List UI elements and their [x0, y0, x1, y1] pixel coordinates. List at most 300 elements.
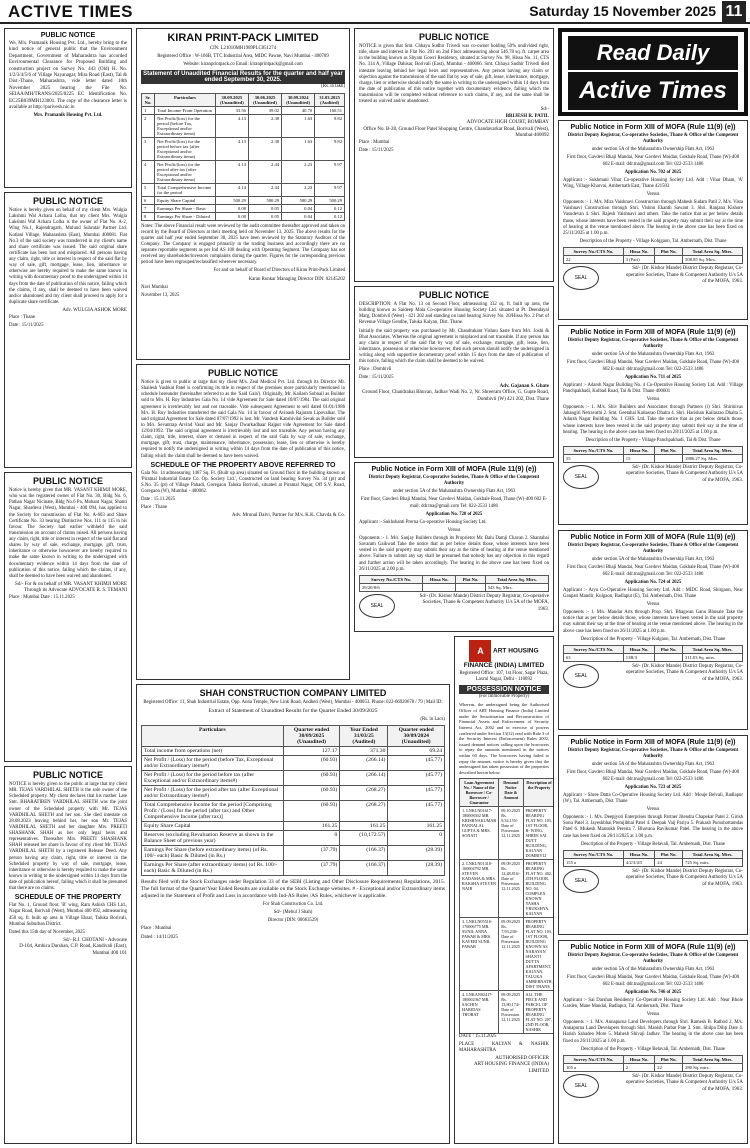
table-cell: 9.82	[315, 114, 345, 137]
company-website: Website: kiranprintpack.co Email: kiranprintpack@gmail.com	[183, 62, 303, 68]
property-description: DESCRIPTION: A Flat No. 13 on Second Floor, admeasuring 332 sq. ft. built up area, the building known as Saideep Mala Co-operative Housing Society Ltd. situated at Pt. Deendayal Marg, Dombivli (West) - 421 202 and standing on land bearing Survey No. 20/Hissa No. 2 Part of Revenue Village Gendhe, Taluka Kalyan, Dist. Thane.	[359, 302, 549, 326]
property-table	[563, 850, 743, 867]
table-cell: 4.13	[215, 114, 248, 137]
table-cell: Total Income From Operation	[155, 106, 216, 114]
application-number: Application No. 702 of 2025	[624, 169, 682, 175]
table-cell: (37.79)	[283, 861, 340, 876]
notice-signatory: Adv. Gajanan S. Ghate	[499, 383, 549, 389]
notice-place: Place : Dombivli	[359, 367, 392, 373]
office-address: First floor, Gavdevi Bhaji Mandai, Near Gavdevi Maidan, Gokhale Road, Thane (W)-400 602 E-mail: ddr.tna@gmail.com Tel: 022-2533 1486	[566, 155, 740, 167]
opponents: Opponents :- 1. M/s. Shiv Builders and Associates through Partners (i) Shri. Shirinivas Jahangiri Netravathi 2. Smt. Geetabai Kailasrao Dhalta 4. Shri. Harishan Kailasrao Dhalta 5. Adarsh Nagar Building No. 1 CHS. Ltd. Take the notice that as per below details those, whose interests have been vested in the said property may submit their say at the time of hearing. The hearing in the above case has been fixed on 28/11/2025 at 1.00 p.m.	[563, 405, 743, 435]
table-header: Year Ended 31/03/25 (Audited)	[340, 726, 388, 747]
table-header: Particulars	[142, 726, 284, 747]
application-number: Application No. 746 of 2025	[624, 989, 682, 995]
table-cell: Net Profit/(loss) for the period after tax (after Exceptional and/or Extraordinary items)	[155, 160, 216, 183]
table-row	[564, 653, 743, 661]
property-description: Description of the Property - Village Panchpakhadi, Tal & Dist. Thane	[585, 437, 721, 443]
read-daily-banner	[558, 28, 748, 116]
act-reference: under section 5A of the Maharashtra Ownership Flats Act, 1963	[591, 557, 715, 563]
board-statement: For and on behalf of Board of Directors of Kiran Print-Pack Limited	[213, 268, 345, 274]
table-header: Description of the Property	[523, 778, 554, 806]
table-cell: 2.44	[248, 183, 281, 196]
notice-date: Date : 15/11/2025	[9, 322, 44, 328]
table-cell: 2.23	[282, 160, 315, 183]
table-cell: 09.09.2025 Rs. 7,93,230/- Date of Possession 12.11.2025	[499, 917, 523, 990]
table-cell: 508.85 Sq. Mtrs.	[683, 256, 743, 264]
notice-signatory: Sd/- For & on behalf of MR. VASANT KHIMJI MORE	[15, 581, 127, 587]
notice-footer	[563, 869, 743, 893]
notice-title: Public Notice in Form XIII of MOFA (Rule 11(9) (e))	[371, 466, 537, 473]
table-row	[142, 183, 345, 196]
table-cell: Earnings Per Share - Diluted	[155, 212, 216, 220]
banner-line-2: Active Times	[568, 72, 738, 110]
company-header: A ART HOUSING FINANCE (INDIA) LIMITED	[459, 640, 549, 669]
results-notes: Notes: The above Financial result were reviewed by the audit committee thereafter approved and taken on record by the Board of Directors at their meeting held on November 13, 2025. The above results for the quarter and half year ended September 30, 2025 have been reviewed by the Statutory Auditors of the Company. The Company is engaged primarily in the trading business and accordingly there are no separate reportable segments as per Ind AS 108 dealing with Operating Segment. The Company has not received any shareholder/investors complaints during the quarter. Figures for the corresponding previous period have been regrouped/reclassified wherever necessary.	[141, 223, 345, 266]
table-row	[142, 137, 345, 160]
opponents: Opponents :- 1. M/s. Annapurna Land Developers through Shri. Ramesh B. Rathod 2. M/s. Annapurna Land Developers through Shri. Manish Parbat Pate 3. Smt. Shilpa Dilip Date 4. Harish Sahadeo More 5. Mahesh Shivaji Jadhav. The hearing in the above case has been fixed on 26/11/2025 at 1.00 p.m.	[563, 1020, 743, 1044]
table-cell: 4.14	[215, 183, 248, 196]
mofa-notice	[558, 940, 748, 1144]
table-header: Sr. No.	[142, 93, 155, 106]
table-cell: (28.39)	[388, 861, 445, 876]
table-row	[142, 204, 345, 212]
table-cell: 500.29	[215, 196, 248, 204]
notice-address: Ground Floor, Chandrabai Bhuvan, Jadhav Wadi No. 2, Nr. Shreeram Office, G. Gupte Road, Dombivli (W) 421 202, Dist. Thane	[362, 390, 549, 402]
notice-title: PUBLIC NOTICE	[418, 32, 489, 42]
table-cell: 500.29	[248, 196, 281, 204]
table-header: Demand Notice Date & Amount	[499, 778, 523, 806]
table-cell: Net Profit / (Loss) for the period after tax (after Exceptional and/or Extraordinary items#)	[142, 786, 284, 801]
mofa-notice	[558, 530, 748, 730]
table-cell: (268.27)	[340, 801, 388, 822]
table-cell: 24	[655, 858, 683, 866]
notice-share-certificate	[4, 192, 132, 468]
table-cell: 0.12	[315, 204, 345, 212]
office-name: District Deputy Registrar, Co-operative Societies, Thane & Office of the Competent Authority	[567, 338, 739, 350]
table-cell: 09.10.2025 Rs. 9,32,155/- Date of Possession 12.11.2025	[499, 806, 523, 859]
opponents: Opponents :- 1. M/s. Deepjyoti Enterprises through Partner Jitendra Chapekar Patel 2. Girish Sonu Patel 3. Jayeshbhai Premjibhai Patel 4. Deepak Vaij Pariya 5. Prakash Purushottamdas Patel 6. Mukesh Mansukh Pereira 7. Bhavana Ravikumar Patel. The hearing in the above case has been fixed on 26/11/2025 at 1.00 p.m.	[563, 815, 743, 839]
table-header: Survey No./CTS No.	[564, 645, 624, 653]
notice-date: Place : Mumbai Date : 15.11.2025	[9, 594, 75, 600]
notice-signatory: Mrs. Pramanik Housing Pvt. Ltd.	[33, 113, 103, 119]
table-cell: (45.77)	[388, 801, 445, 822]
table-header: 30.09.2025 (Unaudited)	[215, 93, 248, 106]
date: DATE : 15.11.2025	[459, 1033, 497, 1039]
table-cell: 63	[564, 653, 624, 661]
table-row	[142, 196, 345, 204]
notice-title: PUBLIC NOTICE	[32, 196, 103, 206]
registrar-signature: Sd/- (Dr. Kishor Mande) District Deputy Registrar, Co-operative Societies, Thane & Competent Authority U/s 5A of the MOFA, 1963.	[625, 266, 743, 284]
table-cell: 22	[655, 1063, 683, 1071]
notice-footer	[563, 266, 743, 290]
property-description: Description of the Property - Village Kulgaon, Tal. Ambernath, Dist. Thane	[580, 636, 726, 642]
notice-title: PUBLIC NOTICE	[32, 770, 103, 780]
property-table	[563, 645, 743, 662]
notice-date: Date : 15.11.2025	[141, 497, 176, 503]
table-cell: 4	[142, 160, 155, 183]
notice-signatory: BRIJESH R. PATIL	[505, 113, 549, 119]
table-cell: (60.93)	[283, 786, 340, 801]
versus: Versus	[646, 192, 660, 197]
possession-notice-title: POSSESSION NOTICE	[459, 685, 549, 694]
office-name: District Deputy Registrar, Co-operative Societies, Thane & Office of the Competent Authority	[567, 133, 739, 145]
versus: Versus	[646, 397, 660, 402]
table-header: Plot No.	[655, 645, 683, 653]
table-row	[564, 256, 743, 264]
notice-title: PUBLIC NOTICE	[207, 368, 278, 378]
table-header: Survey No./CTS No.	[564, 1055, 624, 1063]
notice-body: We, M/s. Pramanik Housing Pvt. Ltd., hereby bring to the kind notice of general public that the Environment Department, Government of Maharashtra has accorded Environmental Clearance for Proposed Building and construction project on Survey No. 443 (Old) H. No. 1/2/3/4/5/6 of Village Nayanagar, Mira Road (East), Tal & Dist.-Thane, Maharashtra, vide letter dated 10th November 2025 bearing the File No. SEIAA/MH/TRANS/2025/0225 EC Identification No. EC25B039MH123001. The copy of the clearance letter is available at http://parivesh.nic.in	[9, 41, 127, 110]
notice-body: NOTICE is given that Smt. Chhaya Sudhir Trivedi was co-owner holding 50% undivided right, title, share and interest in Flat No. 201 on 2nd Floor admeasuring about 546.78 sq. ft. carpet area in the building known as Shyam Gowri Residency, situated at Survey No. 98, Hissa No. 11, CTS No. 314 A, Village Dahisar, Borivali (East), Mumbai - 400066. Smt. Chhaya Sudhir Trivedi died intestate leaving behind her legal heirs and representatives. Any person having any claim or objection against the transmission of the said flat by way of sale, gift, lease, inheritance, mortgage, charge, lien or otherwise should notify the same in writing to the undersigned within 14 days from the date of publication of this notice together with documentary evidence, failing which the transmission will be completed without reference to such claims, if any, and the same shall be treated as waived and/or abandoned.	[359, 44, 549, 105]
page-number: 11	[722, 1, 746, 22]
notice-date: Date : 15/11/2025	[359, 147, 394, 153]
table-cell: 0.05	[248, 212, 281, 220]
table-row	[142, 831, 445, 846]
notice-signatory: Adv. WULGIA ASHOK MORE	[62, 308, 127, 313]
table-cell: 13B/3	[623, 653, 655, 661]
office-name: District Deputy Registrar, Co-operative Societies, Thane & Office of the Competent Authority	[567, 748, 739, 760]
office-name: District Deputy Registrar, Co-operative Societies, Thane & Office of the Competent Authority	[368, 475, 540, 487]
table-cell: Equity Share Capital	[142, 822, 284, 831]
company-cin: CIN: L21010MH1989PLC051274	[209, 46, 277, 51]
table-cell: 0.12	[315, 212, 345, 220]
table-row	[142, 846, 445, 861]
page-header	[0, 0, 750, 24]
versus: Versus	[646, 807, 660, 812]
table-cell: (60.93)	[283, 801, 340, 822]
table-cell: 161.25	[388, 822, 445, 831]
issue-date: Saturday 15 November 2025	[529, 3, 716, 19]
possession-table	[459, 778, 554, 1034]
notice-title: Public Notice in Form XIII of MOFA (Rule 11(9) (e))	[570, 944, 736, 951]
seal-icon: SEAL	[359, 594, 395, 618]
table-cell: 4. LNKAN02417-180002367 MR. SACHIN HARIDAS THORAT	[460, 990, 499, 1033]
notice-title: PUBLIC NOTICE	[32, 476, 103, 486]
notice-title: Public Notice in Form XIII of MOFA (Rule 11(9) (e))	[570, 124, 736, 131]
registrar-signature: Sd/- (Dr. Kishor Mande) District Deputy Registrar, Co-operative Societies, Thane & Competent Authority U/s 5A of the MOFA, 1963.	[625, 663, 743, 682]
table-row	[142, 786, 445, 801]
table-cell: 2.44	[248, 160, 281, 183]
table-header: Hissa No.	[623, 248, 655, 256]
shah-financial-results	[136, 684, 450, 1144]
company-name: KIRAN PRINT-PACK LIMITED	[167, 32, 319, 44]
table-cell: 0.05	[248, 204, 281, 212]
act-reference: under section 5A of the Maharashtra Ownership Flats Act, 1963	[392, 489, 516, 495]
table-cell: 4.14	[215, 160, 248, 183]
table-cell: Net Profit/(loss) for the period before tax (after Exceptional and/or Extraordinary items)	[155, 137, 216, 160]
place: Place : Mumbai	[141, 926, 172, 932]
versus: Versus	[646, 1012, 660, 1017]
table-row	[460, 806, 555, 859]
notice-address: D-104, Ambica Darshan, C.P. Road, Kandivali (East), Mumbai 400 101	[19, 944, 127, 956]
table-cell: 5	[142, 183, 155, 196]
table-header: Total Area Sq. Mtrs.	[683, 1055, 743, 1063]
registrar-signature: Sd/- (Dr. Kishor Mande) District Deputy Registrar, Co-operative Societies, Thane & Competent Authority U/s 5A of the MOFA, 1963.	[625, 464, 743, 483]
table-cell: 6	[142, 196, 155, 204]
table-cell: 0.08	[215, 212, 248, 220]
table-cell: 311.03 Sq. mtrs.	[683, 653, 743, 661]
table-header: 31.03.2025 (Audited)	[315, 93, 345, 106]
application-number: Application No. 724 of 2025	[624, 579, 682, 585]
table-row	[460, 859, 555, 917]
notice-title: Public Notice in Form XIII of MOFA (Rule 11(9) (e))	[570, 534, 736, 541]
table-cell: 371.30	[340, 747, 388, 756]
table-cell: 127.17	[283, 747, 340, 756]
table-row	[142, 114, 345, 137]
table-header: Survey No./CTS No.	[564, 446, 624, 454]
notice-title: PUBLIC NOTICE	[40, 32, 96, 39]
notice-date: Date : 15/11/2025	[359, 375, 394, 381]
table-header: Plot No.	[655, 850, 683, 858]
property-table	[563, 247, 743, 264]
notice-date: Dated this 15th day of November, 2025	[9, 929, 85, 935]
office-address: First floor, Gavdevi Bhaji Mandai, Near Gavdevi Maidan, Gokhale Road, Thane (W)-400 602 E-mail: ddr.tna@gmail.com Tel: 022-2533 1486	[566, 770, 740, 782]
seal-icon: SEAL	[563, 869, 599, 893]
table-header: Plot No.	[655, 446, 683, 454]
table-row	[142, 822, 445, 831]
notice-title: PUBLIC NOTICE	[418, 290, 489, 300]
table-row	[142, 861, 445, 876]
table-header-row	[564, 1055, 743, 1063]
table-cell: 2. LNKLN01418-160004792 MR. STEVEN KADAMA & MRS. RAKSHA STEVEN NAIR	[460, 859, 499, 917]
table-header: Survey No./CTS No.	[564, 248, 624, 256]
table-cell: 3	[142, 137, 155, 160]
applicant: Applicant :- Sukhshanti Prerna Co-operative Housing Society Ltd.	[359, 519, 487, 525]
table-cell: 155 a	[564, 858, 624, 866]
opponents: Opponents :- 1. M/s. Mira Vaishnavi Construction through Mahesh Sudam Patil 2. M/s. Vista Vaishnavi Construction through Shri. Vishnu Ekanth Sawant 3. Shri. Ranjana Kishore Vasudevan 4. Shri. Rajesh Vaishnavi and others. Take the notice that as per below details those, whose interests have been vested in the said property may submit their say at the time of hearing at the venue mentioned above. The hearing in the above case has been fixed on 25/11/2025 at 1.00 p.m.	[563, 200, 743, 236]
results-note: Results filed with the Stock Exchanges under Regulation 33 of the SEBI (Listing and Other Disclosure Requirements) Regulations, 2015. The full format of the Quarter/Year Ended Results are available on the Stock Exchange websites. # - Exceptional and/or Extraordinary items adjusted in the Statement of Profit and Loss in accordance with Ind-AS Rules /AS Rules, whichever is applicable.	[141, 879, 445, 900]
notice-signatory: Sd/- R.J. CHOTANI - Advocate	[63, 937, 127, 943]
for-company: For Shah Construction Co. Ltd.	[262, 902, 324, 907]
table-header: Plot No.	[655, 248, 683, 256]
notice-body: Notice is given to public at large that my client M/s. Zeal Medical Pvt. Ltd. through its Director Mr. Shailesh Vashkat Patel is confirming its title in respect of the premises more particularly mentioned in schedule hereunder (hereinafter referred to as the 'Said Gala'). Originally, Mr. Kailash Sobnail as Builder sold to M/s. H. Roy Industries Gala No. 14 vide Agreement for Sale dated 10/07/1984. The said original agreement is irretrievably lost and not traceable. Vide subsequent Agreement to sell dated 01/01/1986 M/s. H. Roy Industries transferred the said Gala No. 14 in favour of Avinash Rajaram Lipovalkar. The said original Agreement for Sale dated 07/07/1992 is lost. Mr. Vandesh Kanshivilal Sevak as Builder sold to M/s. Sevantrap Arvind Vasal and Mr. Sanjay Dwarkadhaar Rajput vide Agreement for Sale dated 12/04/1992. The said original agreement is irretrievably lost and not traceable. Any person having any claim, right, title, interest, share or demand in respect of the said Gala by way of sale, exchange, mortgage, gift, trust, charge, maintenance, inheritance, possession, lease, lien or otherwise is hereby required to notify the undersigned in writing within 14 days from the date of publication of this notice, failing which the claim shall be deemed to have been waived.	[141, 380, 345, 459]
table-header: Total Area Sq. Mtrs.	[683, 248, 743, 256]
possession-notice-subtitle: (For Immovable Property)	[478, 694, 530, 700]
art-housing-possession-notice	[454, 636, 554, 1144]
property-table	[563, 446, 743, 463]
table-cell: 8	[142, 212, 155, 220]
table-row	[564, 454, 743, 462]
table-cell	[655, 256, 683, 264]
table-cell: (45.77)	[388, 771, 445, 786]
signature-label: Sd/-	[540, 107, 549, 113]
authorised-officer: AUTHORISED OFFICER	[495, 1055, 549, 1061]
statement-title: Statement of Unaudited Financial Results for the quarter and half year ended September 30, 2025.	[141, 70, 345, 84]
table-cell: (60.93)	[283, 756, 340, 771]
place: PLACE : KALYAN & NASHIK MAHARASHTRA	[459, 1041, 549, 1053]
table-row	[142, 212, 345, 220]
table-cell: 69.24	[388, 747, 445, 756]
notice-body: Notice is hereby given on behalf of my client Mrs. Wulgia Lakshmi Wal Achara Lolha, that my client Mrs. Wulgia Lakshmi Wal Achara Lolha is the owner of Flat No. A-2, Wing No.1, Rajendragarh, Mulund Suhrutal Partner Ltd. Kotlani Village, Maharashtra (East), Mumbai 400081. Flat No.3 of the said society was transferred in my client's name and share certificate was issued. The said original share certificate has been lost and misplaced. All persons having any claim, right, title or interest in respect of the said flat by way of sale, gift, mortgage, lease, lien, inheritance or otherwise are hereby required to make the same known in writing with documentary proof to the undersigned within 14 days from the date of publication of this notice, failing which the claims, if any, shall be deemed to have been waived and/or abandoned and my client shall proceed to apply for a duplicate share certificate.	[9, 208, 127, 305]
table-cell: 1. LNKLN01617-180008302 MR. KRISHNAKUMAR PANNALAL GUPTA & MRS. SONATI	[460, 806, 499, 859]
signatory: Sd/- (Mehul J Shah)	[273, 910, 313, 916]
table-header: Plot No.	[655, 1055, 683, 1063]
place: Navi Mumbai	[141, 284, 168, 290]
act-reference: under section 5A of the Maharashtra Ownership Flats Act, 1963	[591, 147, 715, 153]
table-cell	[655, 653, 683, 661]
table-header: Hissa No.	[623, 446, 655, 454]
table-cell: 9.82	[315, 137, 345, 160]
table-cell: 0	[388, 831, 445, 846]
table-cell: (10,172.57)	[340, 831, 388, 846]
table-cell: (45.77)	[388, 786, 445, 801]
table-cell: PROPERTY BEARING FLAT NO. 103, 1ST FLOOR, B- WING, SHREE SAI DUTT BUILDING, KALYAN DOMBIVLI	[523, 806, 554, 859]
advocate-role: ADVOCATE HIGH COURT, BOMBAY	[466, 120, 549, 126]
table-cell: 1.63	[282, 114, 315, 137]
director: Director (DIN: 00663529)	[267, 918, 319, 924]
table-cell: 1886.27 Sq. Mtrs.	[683, 454, 743, 462]
table-cell: Reserves (excluding Revaluation Reserve as shown in the Balance Sheet of previous year)	[142, 831, 284, 846]
table-cell: 3 (Part)	[623, 256, 655, 264]
advocate-address: Office No. B-28, Ground Floor Patel Shopping Centre, Chandavarkar Road, Borivali (West), Mumbai-400092	[363, 126, 549, 139]
table-cell: (166.37)	[340, 846, 388, 861]
versus: Versus	[447, 527, 461, 533]
act-reference: under section 5A of the Maharashtra Ownership Flats Act, 1963	[591, 352, 715, 358]
table-row	[564, 1063, 743, 1071]
table-cell: (166.37)	[340, 861, 388, 876]
application-number: Application No. 711 of 2025	[624, 374, 682, 380]
property-description: Description of the Property - Village Belavali, Tal. Ambernath, Dist. Thane	[580, 1046, 726, 1052]
table-cell: (28.39)	[388, 846, 445, 861]
table-row	[142, 747, 445, 756]
table-cell: Equity Share Capital	[155, 196, 216, 204]
table-cell: 55	[564, 454, 624, 462]
kiran-financial-results	[136, 28, 350, 360]
table-cell: 2	[142, 114, 155, 137]
notice-dombivli-flat	[354, 286, 554, 458]
office-address: First floor, Gavdevi Bhaji Mandai, Near Gavdevi Maidan, Gokhale Road, Thane (W)-400 602 E-mail: ddr.tna@gmail.com Tel: 022-2533 1486	[566, 975, 740, 987]
notice-release-deed	[4, 766, 132, 1144]
applicant: Applicant :- Sai Darshan Residency Co-Operative Housing Society Ltd. Add : Near Bhole Garden, Mane Mandal, Badlapur, Tal. Ambernath, Dist. Thane	[563, 997, 743, 1009]
shah-results-table	[141, 725, 445, 876]
table-header: Quarter ended 30/09/2024 (Unaudited)	[388, 726, 445, 747]
table-row	[142, 160, 345, 183]
table-cell: (268.27)	[340, 786, 388, 801]
table-cell: 725 Sq. mtrs.	[683, 858, 743, 866]
notice-flat-transfer-heirs	[354, 28, 554, 282]
table-cell: 161.25	[283, 822, 340, 831]
notice-footer	[563, 465, 743, 489]
table-cell: 2.23	[282, 183, 315, 196]
mofa-notice	[558, 325, 748, 525]
table-header-row	[564, 850, 743, 858]
notice-body: NOTICE is hereby given to the public at large that my client MR. TEJAS VARDHILAL SHETH is the sole owner of the Scheduled property. My client declares that his mother Late Smt. BHARATIBEN VARDHILAL SHETH was the joint owner of the Scheduled property with Mr. TEJAS VARDHILAL SHETH and her son. She died intestate on 28.08.2023 leaving behind her, her son Mr. TEJAS VARDHILAL SHETH and her daughter Mrs. PREETI SHASHANK SHAH as her only legal heirs and representatives. Thereafter Mrs. PREETI SHASHANK SHAH released her share in favour of my client Mr. TEJAS VARDHILAL SHETH by a registered Release Deed. Any person having any claim, right, title or interest in the Scheduled property by way of sale, mortgage, lease, inheritance or otherwise is hereby required to make the same known in writing to the undersigned within 14 days from the date of publication hereof, failing which it shall be presumed that there are no claims.	[9, 782, 127, 892]
table-row	[460, 917, 555, 990]
table-cell: 7	[142, 204, 155, 212]
table-cell: 1.63	[282, 137, 315, 160]
mofa-notice	[558, 735, 748, 935]
table-cell: 09.09.2025 Rs. 13,80,174/- Date of Possession 12.11.2025	[499, 990, 523, 1033]
mofa-notice	[558, 120, 748, 320]
notice-flat-transmission	[4, 472, 132, 762]
company-name: SHAH CONSTRUCTION COMPANY LIMITED	[199, 688, 387, 698]
table-cell: 0.04	[282, 212, 315, 220]
notice-body: Notice is hereby given that MR. VASANT KHIMJI MORE, who was the registered owner of Flat No. 30, Bldg No. 6, Pathan Nagar Nicinate, Bldg No.6 Pa, Mohant Nagar, Shanti Nagar, Shardeva (West), Mumbai - 400 094, has applied to the Society for transmission of Flat No. A-603 and Share Certificate No. 33 bearing Distinctive Nos. 111 to 115 in his favour. The Society had earlier withheld the said transmission on account of claims raised. All persons having any claim, right, title or interest in respect of the said flat and shares by way of sale, exchange, mortgage, gift, trust, inheritance or otherwise howsoever are hereby required to make the same known in writing to the undersigned with documentary evidence within 14 days from the date of publication of this notice, failing which the claims, if any, shall be deemed to have been waived and abandoned.	[9, 488, 127, 579]
seal-icon: SEAL	[563, 465, 599, 489]
table-header-row	[564, 248, 743, 256]
table-header-row	[564, 446, 743, 454]
applicant: Applicant :- Sukhmani Vihar Co-operative Housing Society Ltd. Add : Vihar Dham, 'A' Wing, Village Kharvai, Ambernath East, Thane 421503	[563, 177, 743, 189]
registrar-signature: Sd/- (Dr. Kishor Mande) District Deputy Registrar, Co-operative Societies, Thane & Competent Authority U/s 5A of the MOFA, 1963.	[625, 868, 743, 887]
table-cell: 1	[142, 106, 155, 114]
table-header: Total Area Sq. Mtrs.	[683, 446, 743, 454]
statement-title: Extract of Statement of Unaudited Results for the Quarter Ended 30/09/2025	[208, 708, 378, 715]
notice-environment-clearance	[4, 28, 132, 188]
office-name: District Deputy Registrar, Co-operative Societies, Thane & Office of the Competent Authority	[567, 953, 739, 965]
table-cell: Total income from operations (net)	[142, 747, 284, 756]
registrar-signature: Sd/- (Dr. Kishor Mande) District Deputy Registrar, Co-operative Societies, Thane & Competent Authority U/s 5A of the MOFA, 1963.	[625, 1073, 743, 1092]
table-cell: 161.25	[340, 822, 388, 831]
table-cell: 160.51	[315, 106, 345, 114]
table-row	[142, 756, 445, 771]
table-row	[142, 106, 345, 114]
notice-place: Place : Thane	[141, 505, 168, 511]
table-cell: Earnings Per Share - Basic	[155, 204, 216, 212]
table-cell: 22	[564, 256, 624, 264]
applicant: Applicant :- Shree Datta Co-Operative Housing Society Ltd. Add : Mouje Belvali, Badlapur (W), Tal. Ambernath, Dist. Thane	[563, 792, 743, 804]
seal-icon: SEAL	[563, 266, 599, 290]
table-cell: PROPERTY BEARING FLAT NO. 402, 4TH FLOOR, BUILDING NO. 04, COMPLEX KNOWN YASHA VRUKSHYA, KALYAN	[523, 859, 554, 917]
notice-place: Place : Thane	[9, 314, 36, 320]
masthead: ACTIVE TIMES	[8, 2, 134, 21]
notice-title: Public Notice in Form XIII of MOFA (Rule 11(9) (e))	[570, 739, 736, 746]
company-office: Registered Office: 107, 1st Floor, Sagar Plaza, Laxmi Nagar, Delhi - 110092	[459, 671, 549, 683]
table-row	[564, 858, 743, 866]
table-cell: Net Profit / (Loss) for the period before tax (after Exceptional and/or Extraordinary items#)	[142, 771, 284, 786]
table-row	[142, 771, 445, 786]
table-cell: 3. LNKLN05516-170006775 MR. SUNIL ANNA PAWAR & MRS. KAVERI SUNIL PAWAR	[460, 917, 499, 990]
table-row	[142, 801, 445, 822]
registrar-signature: Sd/- (Dr. Kishor Mande) District Deputy Registrar, Co-operative Societies, Thane & Competent Authority U/s 5A of the MOFA, 1963.	[419, 593, 549, 612]
table-cell: 280 Sq. mtrs.	[683, 1063, 743, 1071]
seal-icon: SEAL	[563, 1074, 599, 1098]
property-description: Description of the Property - Village Belavali, Tal. Ambernath, Dist. Thane	[580, 841, 726, 847]
table-cell: (60.93)	[283, 771, 340, 786]
schedule-text: Gala No. 14 admeasuring 1467 Sq. Ft. (Built up area) situated on Ground floor in the building known as 'Piramal Industrial Estate Co. Op. Society Ltd.', Constructed on land bearing Survey No. 34 (pt) and S.No. 35 (pt) of Village Pahadi, Goregaon Taluka Borivali, situated at Piramal Nagar, Off S.V. Road, Goregaon (W), Mumbai - 400062.	[141, 470, 345, 494]
table-cell: 0.08	[215, 204, 248, 212]
date: Dated : 14/11/2025	[141, 934, 178, 940]
currency-unit: (Rs. in lakh)	[321, 84, 345, 90]
table-cell: 0.04	[282, 204, 315, 212]
table-cell: (266.14)	[340, 756, 388, 771]
managing-director: Karan Ronkar Managing Director DIN: 02145202	[248, 276, 345, 282]
table-header: 30.09.2024 (Unaudited)	[282, 93, 315, 106]
opponents: Opponents :- 1. M/s. Sanjay Builders through its Proprietor Mr. Balu Damji Chavan 2. Shantabai Savaram Gaikwad Take the notice that as per below details those, whose interests have been vested in the said property may submit their say at the time of hearing at the venue mentioned above. Failure to submit any say shall be presumed that nobody has any objection in this regard and further action will be taken accordingly. The hearing in the above case has been fixed on 26/11/2025 at 2.00 p.m.	[359, 536, 549, 572]
table-cell: ALL THE PIECE AND PARCEL OF PROPERTY BEARING FLAT NO. 207, 2ND FLOOR, NASHIK	[523, 990, 554, 1033]
application-number: Application No. 720 of 2025	[425, 511, 483, 517]
schedule-text: Flat No. 1, Ground floor, 'B' wing, Ram Ashish CHS Ltd., Nagar Road, Borivali (West), Mumbai 400 092, admeasuring 450 sq. ft. built up area in Village Eksar, Taluka Borivali, Mumbai Suburban District.	[9, 903, 127, 927]
property-table: Survey No./CTS No. Hissa No. Plot No. Total Area Sq. Mtrs. 29/20/8/6 543 Sq. Mtrs.	[359, 575, 549, 592]
applicant: Applicant :- Arya Co-Operative Housing Society Ltd. Add : MIDC Road, Shirgaon, Near Ganpati Mandir, Kulgaon, Badlapur (E), Tal. Ambernath, Dist. Thane	[563, 587, 743, 599]
notice-place: Place : Mumbai	[359, 139, 390, 145]
table-cell: Earnings Per Share (after extraordinary items) (of Rs. 100/- each) Basic & Diluted (in Rs.)	[142, 861, 284, 876]
table-cell: 9.97	[315, 183, 345, 196]
table-cell: 33.56	[215, 106, 248, 114]
table-header: Hissa No.	[623, 850, 655, 858]
table-cell: 500.29	[282, 196, 315, 204]
table-cell: 2	[623, 1063, 655, 1071]
notice-footer	[563, 664, 743, 688]
office-address: First floor, Gavdevi Bhaji Mandai, Near Gavdevi Maidan, Gokhale Road, Thane (W)-400 602 E-mail: ddr.tna@gmail.com Tel: 022-2533 1486	[360, 497, 548, 509]
table-header: Loan Agreement No. / Name of the Borrower / Co-Borrower / Guarantor	[460, 778, 499, 806]
office-address: First floor, Gavdevi Bhaji Mandai, Near Gavdevi Maidan, Gokhale Road, Thane (W)-400 602 E-mail: ddr.tna@gmail.com Tel: 022-2533 1486	[566, 565, 740, 577]
table-cell: 4.13	[215, 137, 248, 160]
table-header: Quarter ended 30/09/2025 (Unaudited)	[283, 726, 340, 747]
table-cell: 9.97	[315, 160, 345, 183]
notice-signatory: Adv. Mrunal Dalvi, Partner for M/s. K.K. Chavda & Co.	[231, 513, 345, 519]
table-cell: 500.29	[315, 196, 345, 204]
date: November 13, 2025	[141, 292, 180, 298]
